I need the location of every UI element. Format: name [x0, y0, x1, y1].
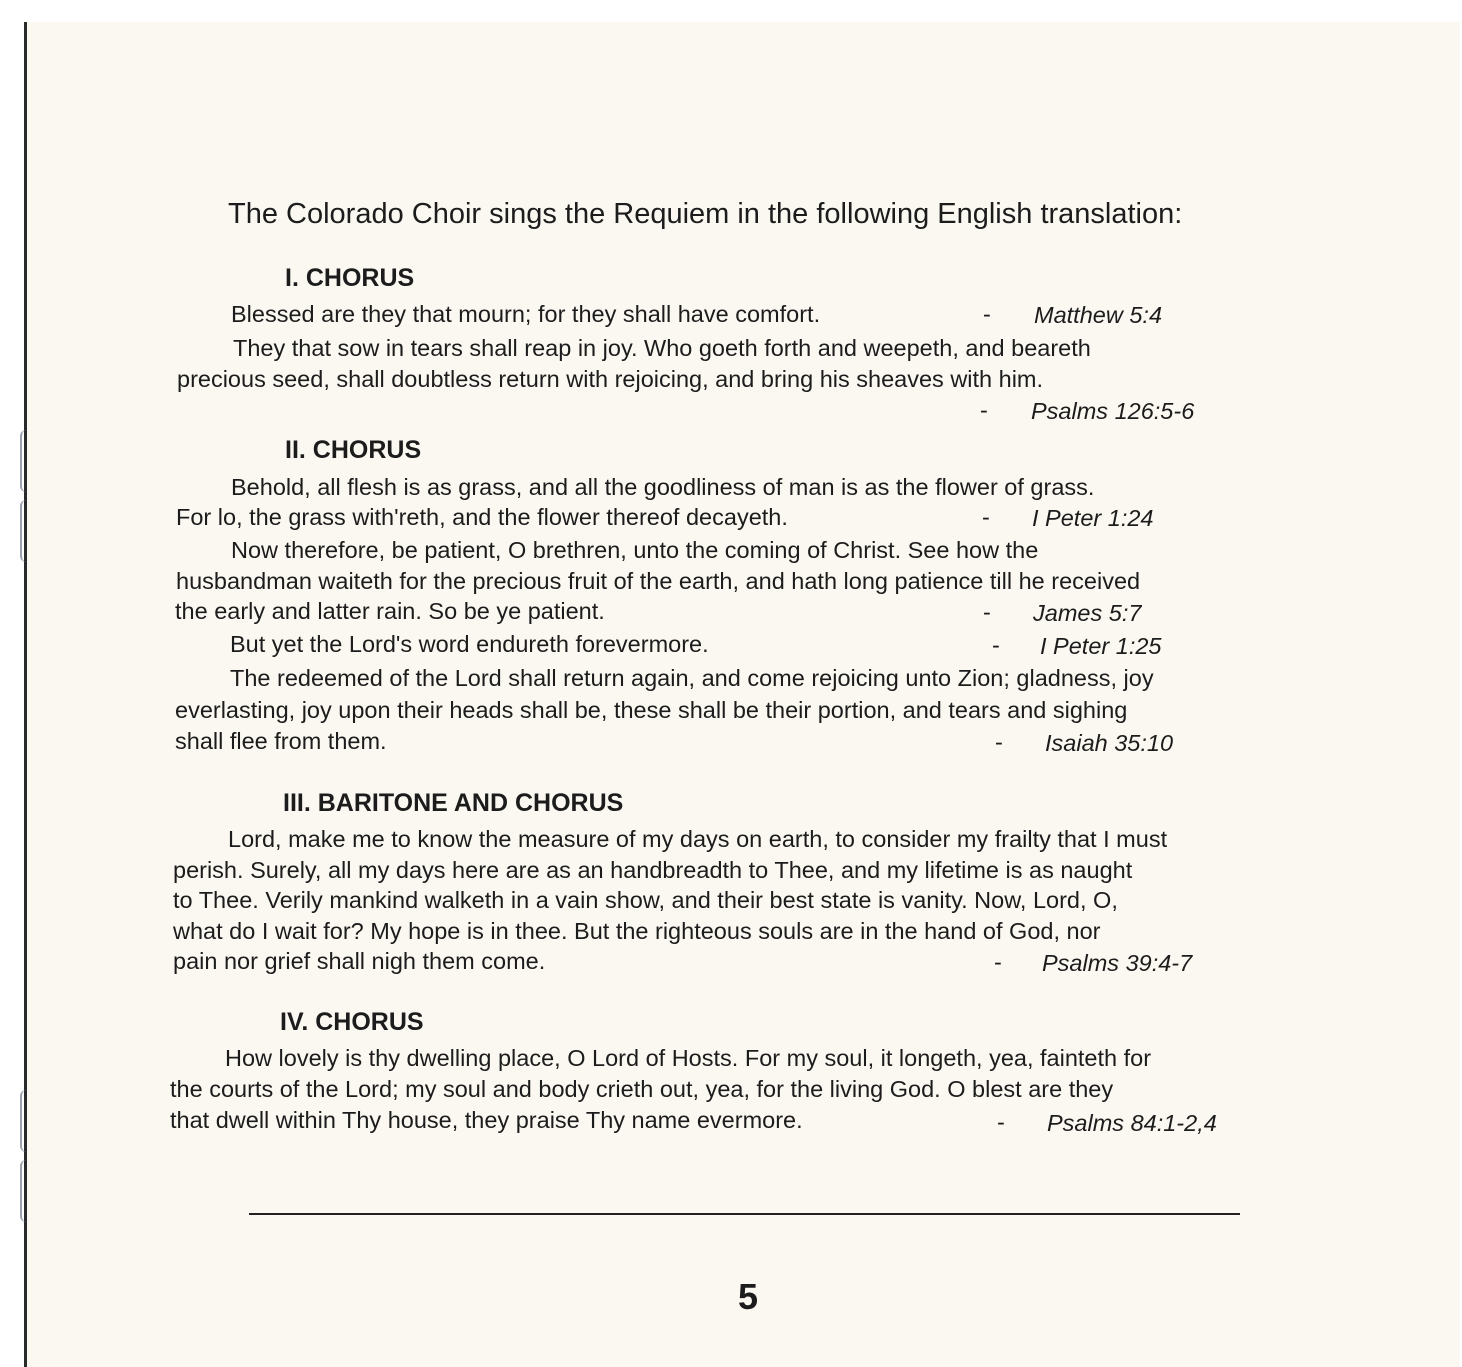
ref-dash: - — [982, 504, 990, 530]
text-line: the early and latter rain. So be ye patient. — [175, 598, 605, 624]
text-line: Behold, all flesh is as grass, and all the goodliness of man is as the flower of grass. — [231, 474, 1095, 500]
text-line: husbandman waiteth for the precious fruit of the earth, and hath long patience till he received — [176, 568, 1141, 594]
text-line: precious seed, shall doubtless return with rejoicing, and bring his sheaves with him. — [177, 366, 1044, 392]
ref-dash: - — [995, 729, 1003, 755]
ref-dash: - — [997, 1109, 1005, 1135]
scripture-reference: Matthew 5:4 — [1034, 302, 1163, 328]
ref-dash: - — [983, 599, 991, 625]
ref-dash: - — [992, 632, 1000, 658]
text-line: Now therefore, be patient, O brethren, unto the coming of Christ. See how the — [231, 537, 1039, 563]
text-line: Blessed are they that mourn; for they shall have comfort. — [231, 301, 821, 327]
intro-text: The Colorado Choir sings the Requiem in the following English translation: — [228, 198, 1183, 230]
staple-mark — [20, 500, 34, 562]
text-line: The redeemed of the Lord shall return again, and come rejoicing unto Zion; gladness, joy — [230, 665, 1154, 691]
section-heading-3: III. BARITONE AND CHORUS — [283, 789, 624, 817]
text-line: perish. Surely, all my days here are as an handbreadth to Thee, and my lifetime is as naught — [173, 857, 1133, 883]
text-line: How lovely is thy dwelling place, O Lord of Hosts. For my soul, it longeth, yea, fainteth for — [225, 1045, 1152, 1071]
ref-dash: - — [994, 949, 1002, 975]
section-heading-1: I. CHORUS — [285, 264, 415, 292]
text-line: the courts of the Lord; my soul and body crieth out, yea, for the living God. O blest are they — [170, 1076, 1114, 1102]
staple-mark — [20, 1090, 34, 1152]
text-line: shall flee from them. — [175, 728, 387, 754]
scripture-reference: Psalms 126:5-6 — [1031, 398, 1195, 424]
scripture-reference: Psalms 84:1-2,4 — [1047, 1110, 1217, 1136]
scripture-reference: James 5:7 — [1033, 600, 1142, 626]
text-line: Lord, make me to know the measure of my days on earth, to consider my frailty that I must — [228, 826, 1168, 852]
text-line: For lo, the grass with'reth, and the flower thereof decayeth. — [176, 504, 788, 530]
scripture-reference: Psalms 39:4-7 — [1042, 950, 1193, 976]
staple-mark — [20, 1160, 34, 1222]
scripture-reference: I Peter 1:24 — [1032, 505, 1154, 531]
text-line: that dwell within Thy house, they praise Thy name evermore. — [170, 1107, 803, 1133]
text-line: to Thee. Verily mankind walketh in a vain show, and their best state is vanity. Now, Lord, O, — [173, 887, 1118, 913]
text-line: They that sow in tears shall reap in joy. Who goeth forth and weepeth, and beareth — [233, 335, 1091, 361]
text-line: everlasting, joy upon their heads shall be, these shall be their portion, and tears and sighing — [175, 697, 1128, 723]
text-line: pain nor grief shall nigh them come. — [173, 948, 546, 974]
section-heading-4: IV. CHORUS — [280, 1008, 424, 1036]
scripture-reference: Isaiah 35:10 — [1045, 730, 1174, 756]
section-heading-2: II. CHORUS — [285, 436, 422, 464]
text-line: But yet the Lord's word endureth forevermore. — [230, 631, 709, 657]
ref-dash: - — [983, 301, 991, 327]
page-number: 5 — [738, 1276, 759, 1317]
text-line: what do I wait for? My hope is in thee. But the righteous souls are in the hand of God, nor — [173, 918, 1101, 944]
staple-mark — [20, 430, 34, 492]
scripture-reference: I Peter 1:25 — [1040, 633, 1162, 659]
footer-rule — [249, 1213, 1240, 1215]
ref-dash: - — [980, 397, 988, 423]
